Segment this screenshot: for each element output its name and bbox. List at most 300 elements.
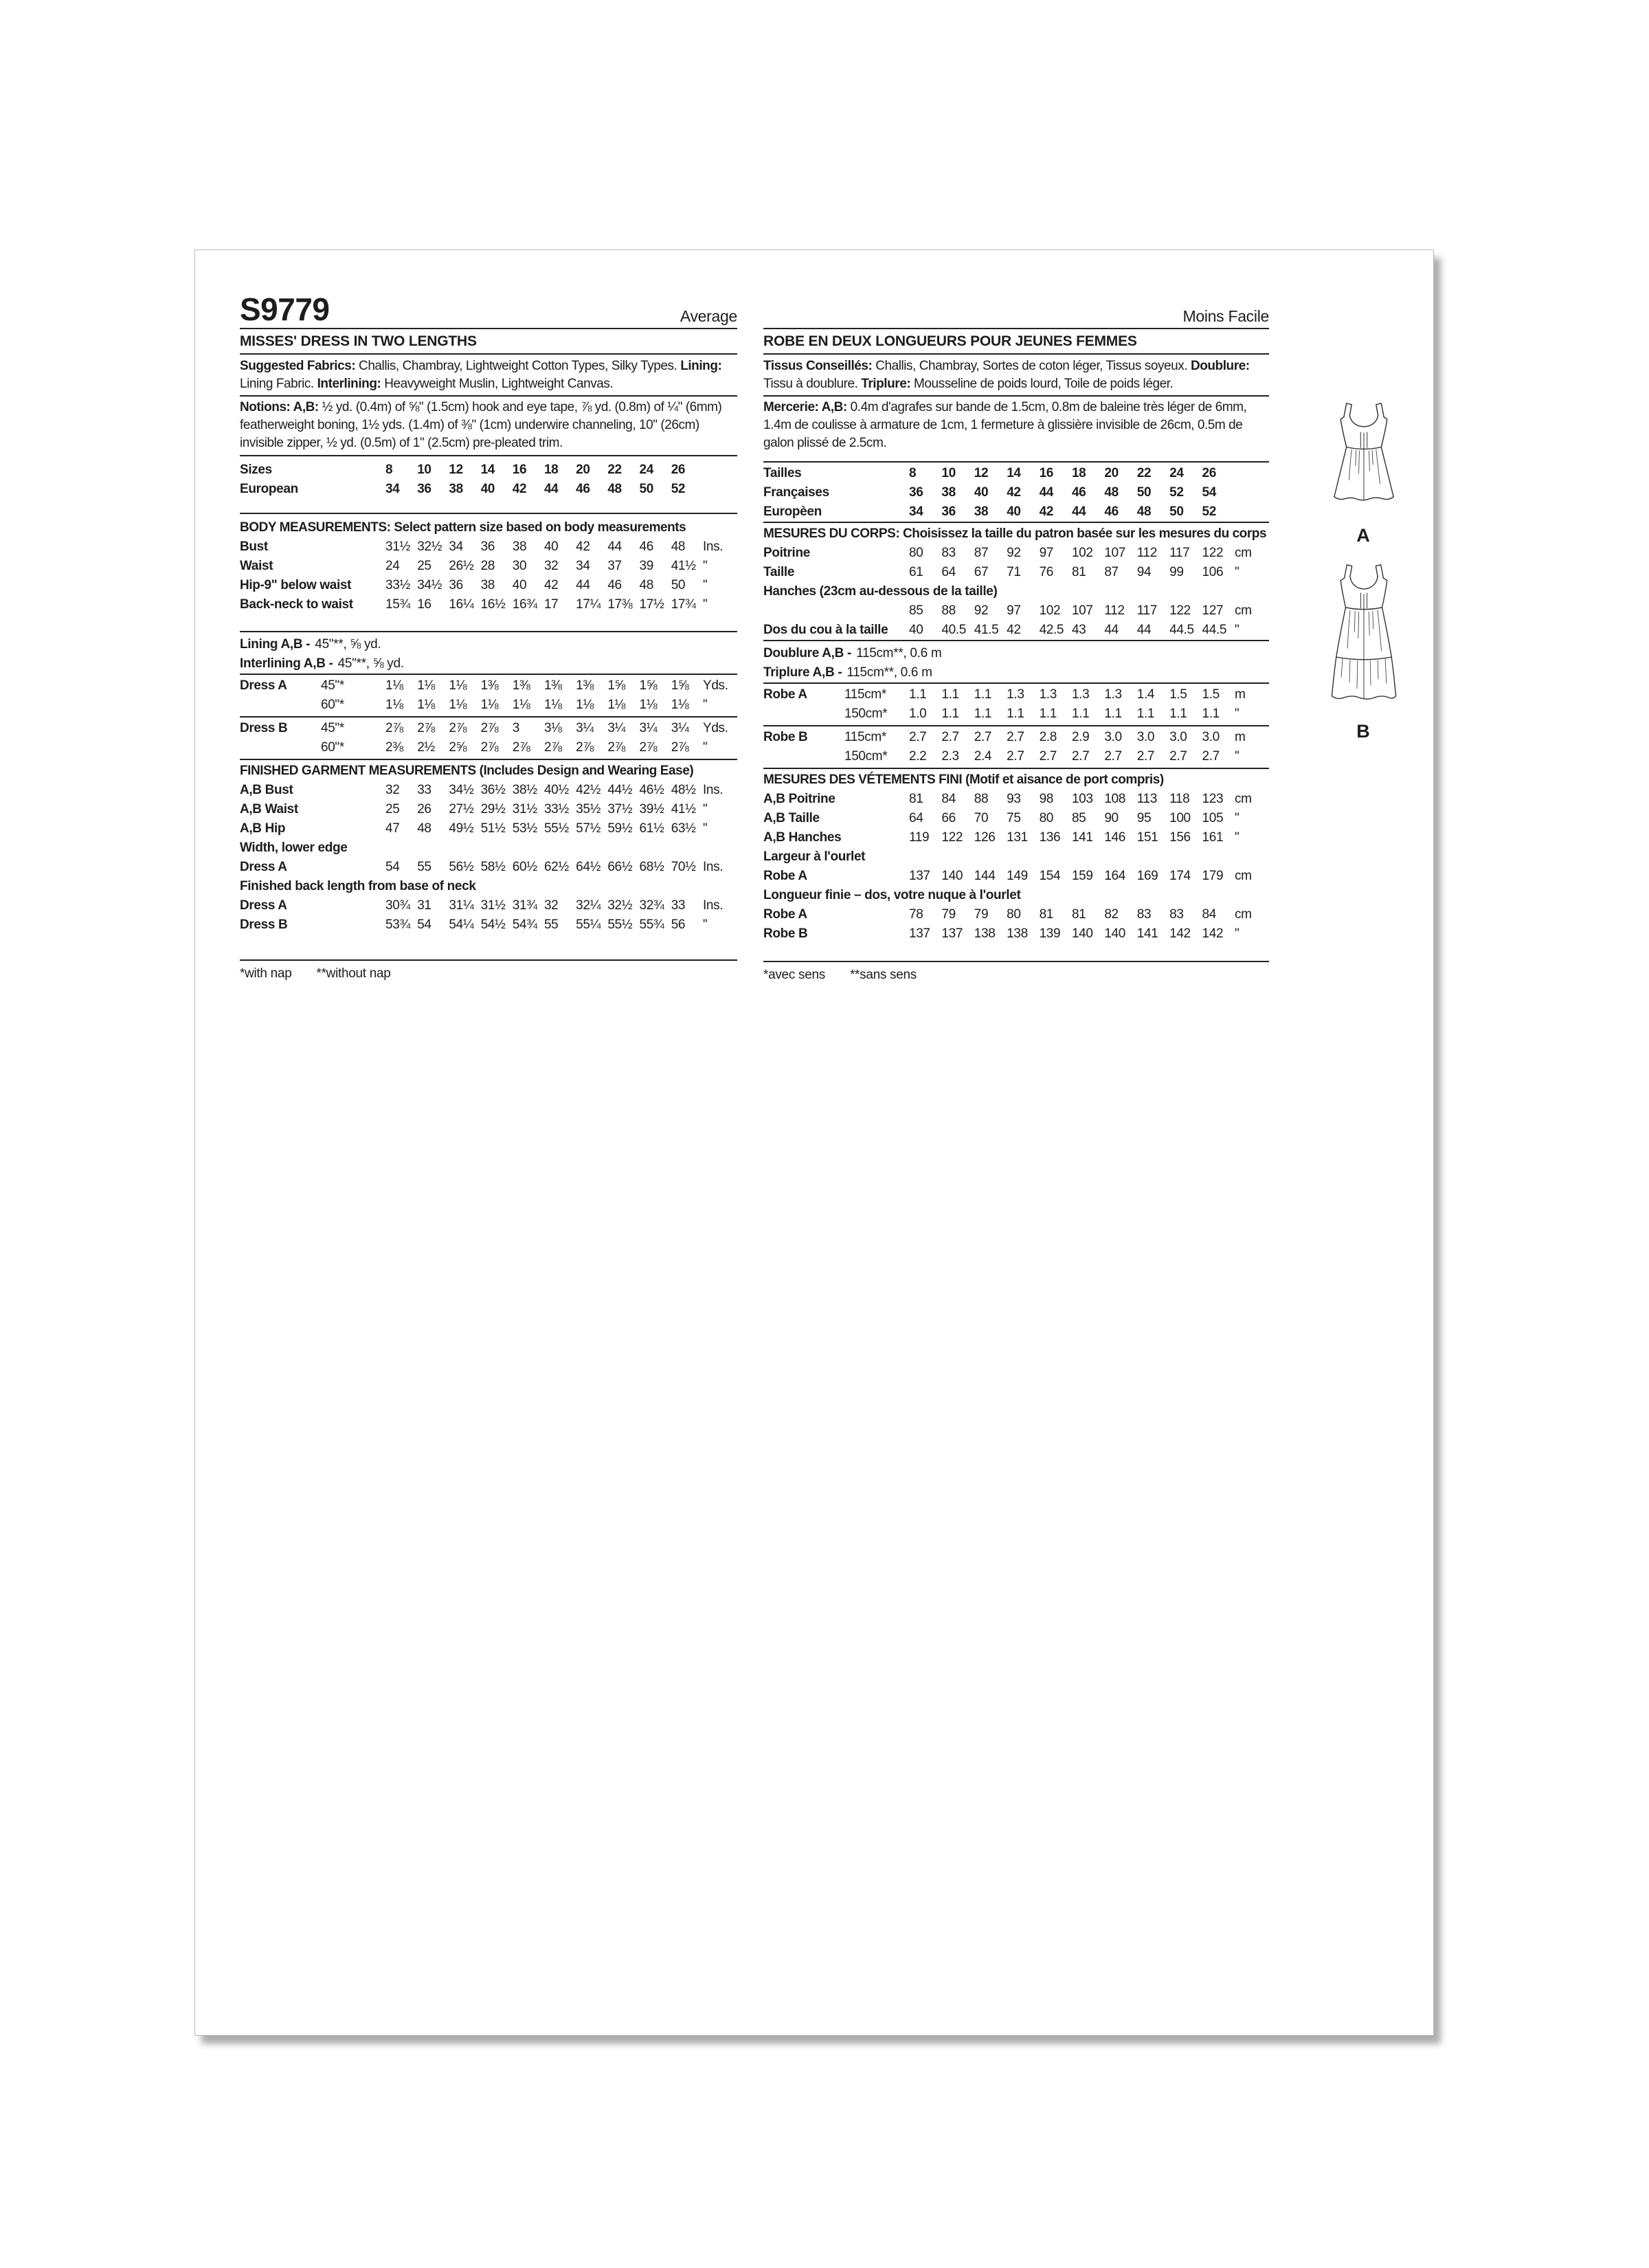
table-cell: 32½ <box>607 898 633 913</box>
without-nap-note: **without nap <box>316 966 391 981</box>
table-cell: 26 <box>671 463 686 477</box>
lining-note-value: 45"**, ⅝ yd. <box>315 637 381 652</box>
table-cell: 33½ <box>543 802 569 816</box>
table-cell: Waist <box>240 559 273 573</box>
table-cell: cm <box>1235 869 1252 883</box>
table-cell: 1.1 <box>1007 707 1024 721</box>
table-cell: 140 <box>1104 926 1125 941</box>
garment-title-fr: ROBE EN DEUX LONGUEURS POUR JEUNES FEMMES <box>763 329 1269 355</box>
table-cell: 1⅛ <box>385 678 403 693</box>
table-cell: 26½ <box>449 559 474 573</box>
table-cell: 48 <box>607 482 622 496</box>
table-cell: 56 <box>671 918 686 932</box>
table-cell: 71 <box>1007 565 1021 579</box>
table-cell: 66½ <box>607 860 633 874</box>
table-cell: 146 <box>1104 830 1125 845</box>
table-cell: Ins. <box>703 860 723 874</box>
table-cell: 17¼ <box>576 597 601 612</box>
table-row <box>763 924 1269 944</box>
table-cell <box>703 480 737 499</box>
triplure-note-label: Triplure A,B - <box>763 665 842 680</box>
table-cell: " <box>1235 749 1239 764</box>
table-cell: 32 <box>543 559 559 573</box>
table-cell: 1⅝ <box>607 678 626 693</box>
table-cell: 81 <box>1071 907 1086 922</box>
table-cell: 42.5 <box>1039 623 1064 637</box>
table-cell: 2⅞ <box>512 740 530 755</box>
table-cell: 2⅝ <box>449 740 467 755</box>
table-cell: A,B Poitrine <box>763 792 835 806</box>
english-column <box>240 290 737 981</box>
table-cell: 87 <box>974 546 989 560</box>
table-cell: 2.7 <box>1202 749 1220 764</box>
table-cell: A,B Hip <box>240 821 286 836</box>
sizes-section-fr <box>763 463 1269 522</box>
table-cell: 42½ <box>576 783 601 797</box>
table-cell: 64½ <box>576 860 601 874</box>
notions-en <box>240 397 737 456</box>
table-cell: 81 <box>909 792 923 806</box>
table-cell: 70½ <box>671 860 696 874</box>
table-cell: 1⅛ <box>449 678 467 693</box>
table-cell: 131 <box>1007 830 1028 845</box>
table-row <box>240 781 737 800</box>
table-cell <box>703 460 737 480</box>
dress-a-yardage-table <box>240 676 737 715</box>
table-cell: 28 <box>480 559 495 573</box>
finished-garment-table-fr <box>763 790 1269 944</box>
body-measurements-heading-en: BODY MEASUREMENTS: Select pattern size based on body measurements <box>240 520 686 535</box>
table-cell: 95 <box>1136 811 1152 825</box>
table-row <box>763 544 1269 563</box>
table-cell: 55 <box>543 918 559 932</box>
table-row <box>240 719 737 738</box>
table-cell: m <box>1235 687 1246 702</box>
table-cell: 42 <box>1007 623 1021 637</box>
table-row <box>763 828 1269 847</box>
table-cell: 1.1 <box>974 707 992 721</box>
table-cell: 32¾ <box>639 898 664 913</box>
table-row <box>763 502 1269 522</box>
table-cell: 50 <box>1136 485 1152 500</box>
table-cell: 138 <box>974 926 996 941</box>
table-cell: 2⅞ <box>576 740 594 755</box>
interlining-label: Interlining: <box>317 377 381 391</box>
table-cell: 44½ <box>607 783 633 797</box>
table-cell: 46 <box>1071 485 1086 500</box>
table-cell: 2.7 <box>974 730 992 744</box>
fabrics-label: Suggested Fabrics: <box>240 359 356 373</box>
table-cell: 17½ <box>639 597 664 612</box>
lining-text: Lining Fabric. <box>240 377 317 391</box>
table-cell: 34 <box>909 504 923 519</box>
doublure-note-value: 115cm**, 0.6 m <box>856 646 942 660</box>
table-cell: Dos du cou à la taille <box>763 623 888 637</box>
table-cell: 151 <box>1136 830 1158 845</box>
doublure-note-label: Doublure A,B - <box>763 646 852 660</box>
table-row <box>240 696 737 715</box>
table-cell: 107 <box>1071 603 1093 618</box>
table-cell: 38 <box>449 482 463 496</box>
table-row <box>240 557 737 576</box>
table-cell: 115cm* <box>844 730 886 744</box>
table-cell: 88 <box>941 603 956 618</box>
table-cell: A,B Waist <box>240 802 298 816</box>
tissus-text: Challis, Chambray, Sortes de coton léger, Tissus soyeux. <box>872 359 1191 373</box>
robe-b-yardage-section <box>763 725 1269 768</box>
body-measurements-section-en <box>240 513 737 631</box>
table-cell: 16 <box>417 597 431 612</box>
table-cell: 1.3 <box>1007 687 1024 702</box>
table-cell: 38 <box>941 485 956 500</box>
finished-garment-heading-en: FINISHED GARMENT MEASUREMENTS (Includes Design and Wearing Ease) <box>240 764 694 778</box>
table-cell: European <box>240 482 298 496</box>
table-cell: 1⅛ <box>607 698 626 712</box>
table-cell: 1.1 <box>974 687 992 702</box>
table-cell: 2⅞ <box>385 721 403 735</box>
table-cell: 122 <box>941 830 963 845</box>
table-cell: 32 <box>543 898 559 913</box>
table-row <box>240 576 737 595</box>
table-cell: 31½ <box>480 898 506 913</box>
table-cell: Europèen <box>763 504 822 519</box>
table-cell: Robe B <box>763 926 808 941</box>
table-cell: 144 <box>974 869 996 883</box>
table-cell: 36 <box>480 540 495 554</box>
table-cell: 93 <box>1007 792 1021 806</box>
table-cell: 2⅞ <box>607 740 626 755</box>
table-subheading-row <box>763 886 1269 905</box>
table-cell: 55½ <box>543 821 569 836</box>
table-cell: 2.2 <box>909 749 927 764</box>
table-cell: 32 <box>385 783 400 797</box>
table-cell: 46 <box>1104 504 1119 519</box>
table-cell <box>240 738 321 757</box>
table-cell: 42 <box>543 578 559 592</box>
table-row <box>240 819 737 838</box>
table-cell: 1⅛ <box>385 698 403 712</box>
table-cell: 137 <box>909 926 930 941</box>
table-cell: 12 <box>974 466 989 480</box>
table-cell: 8 <box>385 463 393 477</box>
table-cell: 42 <box>1039 504 1054 519</box>
table-cell: 2.7 <box>1039 749 1057 764</box>
table-cell: 37½ <box>607 802 633 816</box>
table-cell: 60½ <box>512 860 537 874</box>
table-cell: 30 <box>512 559 527 573</box>
table-cell: 32½ <box>417 540 442 554</box>
table-row <box>240 460 737 480</box>
sans-sens-note: **sans sens <box>849 968 917 982</box>
table-cell: 55¾ <box>639 918 664 932</box>
table-cell: 122 <box>1202 546 1224 560</box>
table-cell: 44.5 <box>1202 623 1227 637</box>
table-cell: 51½ <box>480 821 506 836</box>
table-cell: 54¾ <box>512 918 537 932</box>
table-cell: 1.1 <box>1169 707 1187 721</box>
table-cell: 32¼ <box>576 898 601 913</box>
table-cell: 94 <box>1136 565 1152 579</box>
table-cell: 3.0 <box>1104 730 1122 744</box>
table-row <box>763 905 1269 924</box>
table-cell: 2.7 <box>1007 749 1024 764</box>
table-cell: 2½ <box>417 740 435 755</box>
dress-a-label: A <box>1356 525 1371 546</box>
table-cell: 47 <box>385 821 400 836</box>
table-cell: 42 <box>576 540 590 554</box>
table-cell: 97 <box>1007 603 1021 618</box>
fabrics-text: Challis, Chambray, Lightweight Cotton Types, Silky Types. <box>355 359 681 373</box>
lining-note-line <box>240 635 737 654</box>
table-cell: m <box>1235 730 1246 744</box>
table-cell: 41½ <box>671 559 696 573</box>
table-cell: 2⅞ <box>417 721 435 735</box>
table-cell: Ins. <box>703 898 723 913</box>
table-cell <box>1235 502 1269 522</box>
table-cell: 1.1 <box>1071 707 1090 721</box>
table-row <box>240 915 737 935</box>
table-cell: Poitrine <box>763 546 810 560</box>
table-cell: 46 <box>576 482 590 496</box>
table-cell: 24 <box>639 463 653 477</box>
table-cell: 107 <box>1104 546 1125 560</box>
table-cell: 39 <box>639 559 653 573</box>
table-cell: 164 <box>1104 869 1125 883</box>
table-cell: 1⅜ <box>576 678 594 693</box>
notions-fr <box>763 397 1269 463</box>
table-cell: 36 <box>449 578 463 592</box>
table-cell: 112 <box>1136 546 1157 560</box>
interlining-note-line <box>240 654 737 674</box>
table-cell: 117 <box>1169 546 1190 560</box>
table-cell: 115cm* <box>844 687 886 702</box>
table-cell: 33½ <box>385 578 410 592</box>
table-cell: 169 <box>1136 869 1158 883</box>
table-cell: 29½ <box>480 802 506 816</box>
table-cell: 2.7 <box>1007 730 1024 744</box>
table-cell: 38 <box>480 578 495 592</box>
table-cell: 87 <box>1104 565 1119 579</box>
table-cell: 1.1 <box>1104 707 1122 721</box>
difficulty-rating-fr: Moins Facile <box>1182 307 1269 325</box>
table-row <box>240 738 737 757</box>
table-cell: 60"* <box>321 698 344 712</box>
interlining-note-value: 45"**, ⅝ yd. <box>337 656 404 671</box>
table-cell: 88 <box>974 792 989 806</box>
table-cell: 52 <box>1202 504 1216 519</box>
table-cell: 40 <box>480 482 495 496</box>
tissus-label: Tissus Conseillés: <box>763 359 873 373</box>
table-cell: 1⅛ <box>417 678 435 693</box>
triplure-text: Mousseline de poids lourd, Toile de poids léger. <box>910 377 1174 391</box>
table-cell: 55¼ <box>576 918 601 932</box>
table-cell: 108 <box>1104 792 1125 806</box>
table-cell: 64 <box>909 811 923 825</box>
table-cell: Bust <box>240 540 268 554</box>
table-cell: 22 <box>1136 466 1152 480</box>
table-cell: 31½ <box>385 540 410 554</box>
table-cell: 1.1 <box>1202 707 1220 721</box>
table-cell: 78 <box>909 907 923 922</box>
table-cell: 2.7 <box>1104 749 1122 764</box>
table-cell: 64 <box>941 565 956 579</box>
table-cell: Hip-9" below waist <box>240 578 352 592</box>
table-cell: 31¼ <box>449 898 474 913</box>
table-cell: 3¼ <box>639 721 658 735</box>
table-cell: " <box>703 918 708 932</box>
table-cell: 22 <box>607 463 622 477</box>
table-cell: 99 <box>1169 565 1184 579</box>
table-cell: 3¼ <box>576 721 594 735</box>
dress-b-yardage-section <box>240 716 737 759</box>
table-cell: 57½ <box>576 821 601 836</box>
table-cell: cm <box>1235 546 1252 560</box>
table-cell: 2⅞ <box>543 740 562 755</box>
table-cell: 54½ <box>480 918 506 932</box>
table-cell: 45"* <box>321 678 344 693</box>
table-row <box>240 480 737 499</box>
table-cell: 54 <box>385 860 400 874</box>
table-cell: 44 <box>543 482 559 496</box>
table-cell: 26 <box>417 802 431 816</box>
difficulty-rating-en: Average <box>680 307 737 325</box>
table-cell: 3⅛ <box>543 721 562 735</box>
table-cell: 61½ <box>639 821 664 836</box>
table-cell: 117 <box>1136 603 1157 618</box>
triplure-label: Triplure: <box>861 377 911 391</box>
table-cell: 105 <box>1202 811 1224 825</box>
table-row <box>763 601 1269 621</box>
table-cell: 140 <box>1071 926 1093 941</box>
table-cell: 82 <box>1104 907 1119 922</box>
table-cell: 27½ <box>449 802 474 816</box>
table-cell: " <box>1235 811 1239 825</box>
table-cell: 85 <box>1071 811 1086 825</box>
table-cell: 1⅜ <box>512 678 530 693</box>
table-cell: 98 <box>1039 792 1053 806</box>
table-cell: 118 <box>1169 792 1190 806</box>
table-cell: 2.3 <box>941 749 959 764</box>
table-cell: 3¼ <box>607 721 626 735</box>
table-cell: 56½ <box>449 860 474 874</box>
french-column <box>763 290 1269 983</box>
table-cell: 127 <box>1202 603 1224 618</box>
table-cell: 80 <box>1039 811 1053 825</box>
table-cell: 18 <box>543 463 559 477</box>
table-cell: 53¾ <box>385 918 410 932</box>
table-cell: 1⅜ <box>480 678 499 693</box>
table-cell: 142 <box>1169 926 1191 941</box>
table-cell: " <box>703 821 708 836</box>
table-cell: 103 <box>1071 792 1093 806</box>
table-cell: 34 <box>449 540 463 554</box>
with-nap-note: *with nap <box>240 966 292 981</box>
table-cell: 2⅞ <box>449 721 467 735</box>
table-cell: 17¾ <box>671 597 696 612</box>
table-cell: 54 <box>1202 485 1216 500</box>
table-cell: Largeur à l'ourlet <box>763 849 866 864</box>
doublure-text: Tissu à doublure. <box>763 377 862 391</box>
table-cell: 36 <box>909 485 923 500</box>
table-cell: Dress A <box>240 898 287 913</box>
table-cell: 123 <box>1202 792 1224 806</box>
table-cell: 34½ <box>417 578 442 592</box>
table-row <box>763 809 1269 828</box>
table-cell: 1⅛ <box>671 698 689 712</box>
table-cell: 40 <box>512 578 527 592</box>
table-cell: 1.3 <box>1039 687 1057 702</box>
table-cell: 20 <box>1104 466 1119 480</box>
table-cell: 43 <box>1071 623 1086 637</box>
table-cell: 44 <box>1136 623 1152 637</box>
table-row <box>763 867 1269 886</box>
table-cell: 1⅛ <box>449 698 467 712</box>
table-cell: 119 <box>909 830 930 845</box>
table-cell: 113 <box>1136 792 1157 806</box>
table-cell: 52 <box>1169 485 1184 500</box>
table-cell: 63½ <box>671 821 696 836</box>
table-cell: 54¼ <box>449 918 474 932</box>
table-cell: 1.1 <box>909 687 927 702</box>
table-cell: 62½ <box>543 860 569 874</box>
table-cell: Dress A <box>240 860 287 874</box>
table-cell: 36½ <box>480 783 506 797</box>
footnote-fr <box>763 961 1269 983</box>
table-cell: 41.5 <box>974 623 999 637</box>
body-measurements-heading-fr: MESURES DU CORPS: Choisissez la taille du patron basée sur les mesures du corps <box>763 526 1267 541</box>
table-cell: cm <box>1235 603 1252 618</box>
table-cell: A,B Taille <box>763 811 820 825</box>
table-cell: 24 <box>385 559 400 573</box>
table-cell: Dress B <box>240 918 288 932</box>
table-cell: 38 <box>512 540 527 554</box>
table-cell: 24 <box>1169 466 1184 480</box>
table-cell: 81 <box>1039 907 1053 922</box>
table-cell <box>763 704 844 724</box>
table-cell: 3 <box>512 721 519 735</box>
table-cell: 2.7 <box>909 730 927 744</box>
table-cell: 3¼ <box>671 721 689 735</box>
table-cell: 1⅝ <box>639 678 658 693</box>
table-cell: Tailles <box>763 466 802 480</box>
table-subheading-row <box>240 877 737 896</box>
table-cell: 34 <box>576 559 590 573</box>
table-row <box>763 704 1269 724</box>
robe-a-yardage-section <box>763 682 1269 725</box>
table-cell: " <box>703 559 708 573</box>
mercerie-text: 0.4m d'agrafes sur bande de 1.5cm, 0.8m de baleine très léger de 6mm, 1.4m de coulisse à armature de 1cm, 1 fermeture à glissière invisible de 26cm, 0.5m de galon plissé de 2.5cm. <box>763 400 1247 450</box>
table-cell: 75 <box>1007 811 1021 825</box>
table-cell: 1⅛ <box>417 698 435 712</box>
table-cell: 30¾ <box>385 898 410 913</box>
table-cell: Yds. <box>703 721 728 735</box>
table-cell: 16 <box>512 463 527 477</box>
table-cell: 112 <box>1104 603 1125 618</box>
table-cell: 16¼ <box>449 597 474 612</box>
table-subheading-row <box>240 838 737 858</box>
table-cell: 1.1 <box>941 687 959 702</box>
table-cell: 10 <box>417 463 431 477</box>
table-cell: 48½ <box>671 783 696 797</box>
table-cell: 83 <box>1136 907 1152 922</box>
table-cell: 50 <box>671 578 686 592</box>
table-cell: Ins. <box>703 783 723 797</box>
table-cell: 45"* <box>321 721 344 735</box>
table-cell: 83 <box>1169 907 1184 922</box>
table-cell: " <box>703 597 708 612</box>
body-measurements-section-fr <box>763 522 1269 640</box>
table-cell: 33 <box>417 783 431 797</box>
